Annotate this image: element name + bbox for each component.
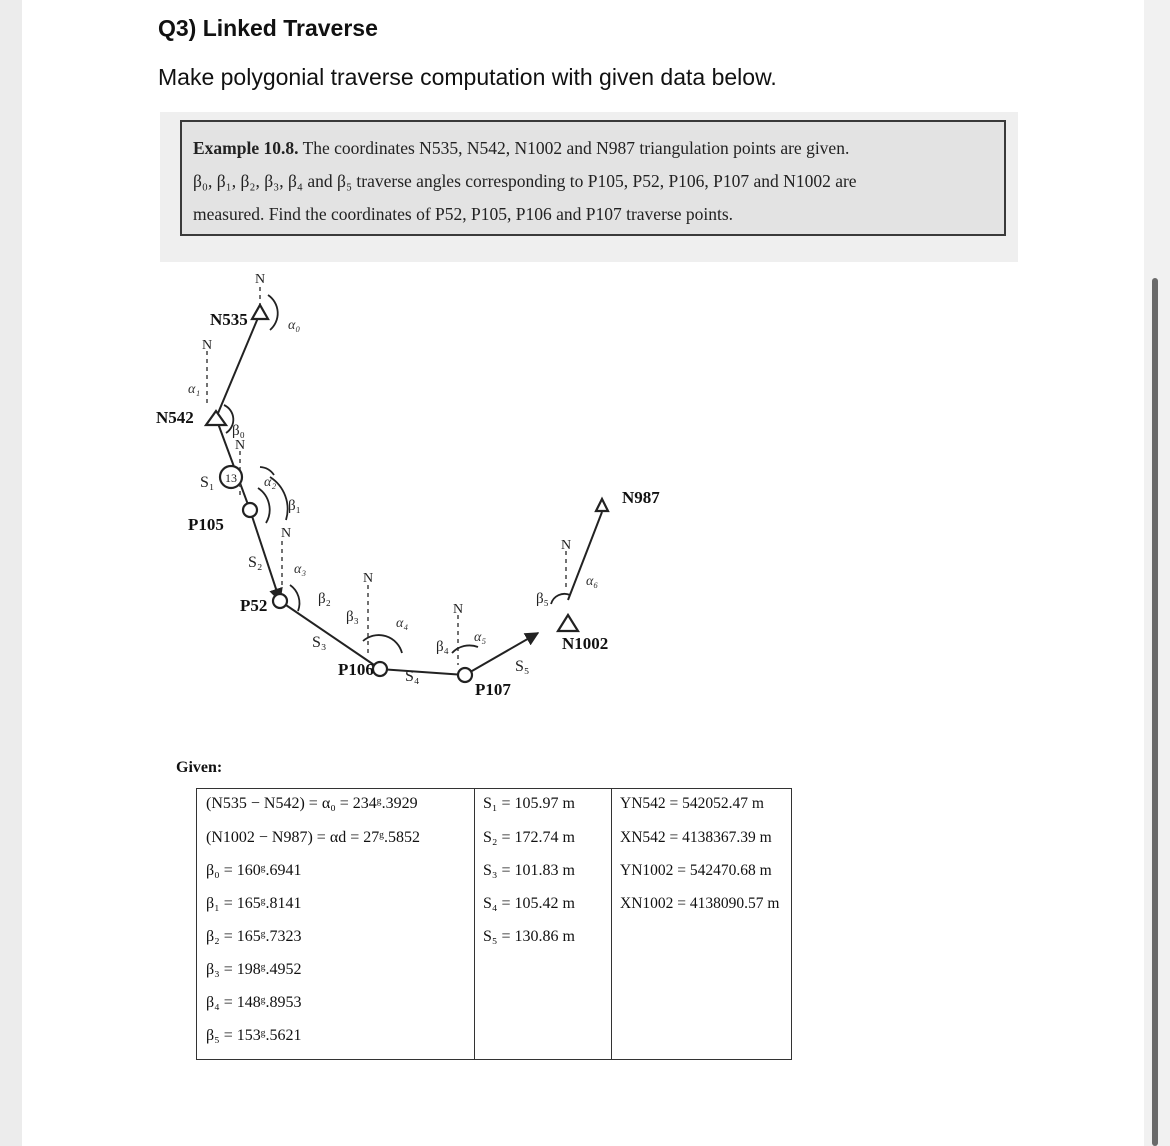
n1002-triangle (558, 615, 578, 631)
given-s5: S₅ = 130.86 m (483, 928, 575, 945)
traverse-diagram (140, 255, 700, 725)
n987-triangle (596, 499, 608, 511)
question-subtitle: Make polygonial traverse computation with given data below. (158, 64, 777, 90)
alpha3-label: α₃ (294, 562, 307, 577)
example-box (180, 120, 1006, 236)
given-distances-column (474, 789, 612, 1059)
svg-text:N: N (452, 602, 464, 617)
p52-label: P52 (240, 596, 268, 615)
p106-circle (373, 662, 387, 676)
given-s1: S₁ = 105.97 m (483, 795, 575, 812)
beta4-label: β₄ (436, 639, 449, 655)
p106-label: P106 (338, 660, 374, 679)
s2-label: S₂ (248, 554, 263, 571)
alpha6-label: α₆ (586, 574, 599, 589)
svg-text:N: N (280, 526, 292, 541)
beta-labels (232, 423, 549, 655)
p107-label: P107 (475, 680, 511, 699)
given-angles-column (197, 789, 475, 1059)
beta5-label: β₅ (536, 591, 549, 607)
leg-p52-p106 (280, 601, 380, 669)
question-title: Q3) Linked Traverse (158, 15, 378, 41)
given-beta1: β₁ = 165ᵍ.8141 (206, 895, 302, 912)
svg-text:N: N (234, 438, 246, 453)
page-ref-number: 13 (225, 471, 237, 485)
given-beta3: β₃ = 198ᵍ.4952 (206, 961, 302, 978)
given-coordinates-column (611, 789, 791, 1059)
example-line-1: Example 10.8. The coordinates N535, N542, N1002 and N987 triangulation points are given. (193, 138, 850, 158)
beta3-label: β₃ (346, 609, 359, 625)
alpha2-label: α₂ (264, 475, 277, 490)
n542-label: N542 (156, 408, 194, 427)
n535-triangle (252, 305, 268, 319)
scrollbar-track[interactable] (1144, 0, 1170, 1146)
n535-label: N535 (210, 310, 248, 329)
given-y-n542: YN542 = 542052.47 m (620, 795, 764, 812)
point-labels (156, 310, 660, 699)
given-azimuth-end: (N1002 − N987) = αd = 27ᵍ.5852 (206, 829, 421, 846)
given-beta2: β₂ = 165ᵍ.7323 (206, 928, 302, 945)
svg-text:N: N (362, 571, 374, 586)
p107-circle (458, 668, 472, 682)
example-line-3: measured. Find the coordinates of P52, P105, P106 and P107 traverse points. (193, 204, 734, 224)
alpha4-label: α₄ (396, 616, 409, 631)
given-s3: S₃ = 101.83 m (483, 862, 575, 879)
svg-text:N: N (201, 338, 213, 353)
leg-p106-p107 (380, 669, 465, 675)
alpha5-label: α₅ (474, 630, 487, 645)
n987-label: N987 (622, 488, 660, 507)
given-table (196, 788, 792, 1060)
s3-label: S₃ (312, 634, 327, 651)
given-x-n542: XN542 = 4138367.39 m (620, 829, 772, 846)
s4-label: S₄ (405, 668, 420, 685)
n1002-label: N1002 (562, 634, 609, 653)
given-beta5: β₅ = 153ᵍ.5621 (206, 1027, 302, 1044)
p52-circle (273, 594, 287, 608)
svg-text:N: N (560, 538, 572, 553)
beta2-label: β₂ (318, 591, 331, 607)
north-label: N (254, 272, 266, 287)
example-label: Example 10.8. (193, 138, 299, 158)
scrollbar-thumb[interactable] (1152, 278, 1158, 1146)
p105-circle (243, 503, 257, 517)
n542-triangle (206, 411, 226, 425)
given-azimuth-start: (N535 − N542) = α₀ = 234ᵍ.3929 (206, 795, 418, 812)
given-s2: S₂ = 172.74 m (483, 829, 575, 846)
alpha1-label: α₁ (188, 382, 201, 397)
example-line-2: β₀, β₁, β₂, β₃, β₄ and β₅ traverse angles corresponding to P105, P52, P106, P107 and N1002 are (193, 171, 857, 191)
p105-label: P105 (188, 515, 224, 534)
s5-label: S₅ (515, 658, 530, 675)
given-beta4: β₄ = 148ᵍ.8953 (206, 994, 302, 1011)
given-y-n1002: YN1002 = 542470.68 m (620, 862, 772, 879)
given-beta0: β₀ = 160ᵍ.6941 (206, 862, 302, 879)
s1-label: S₁ (200, 474, 215, 491)
traverse-lines (216, 313, 602, 675)
beta1-label: β₁ (288, 498, 301, 514)
given-x-n1002: XN1002 = 4138090.57 m (620, 895, 780, 912)
given-s4: S₄ = 105.42 m (483, 895, 575, 912)
alpha0-label: α₀ (288, 318, 301, 333)
given-label: Given: (176, 759, 223, 776)
beta0-label: β₀ (232, 423, 245, 439)
